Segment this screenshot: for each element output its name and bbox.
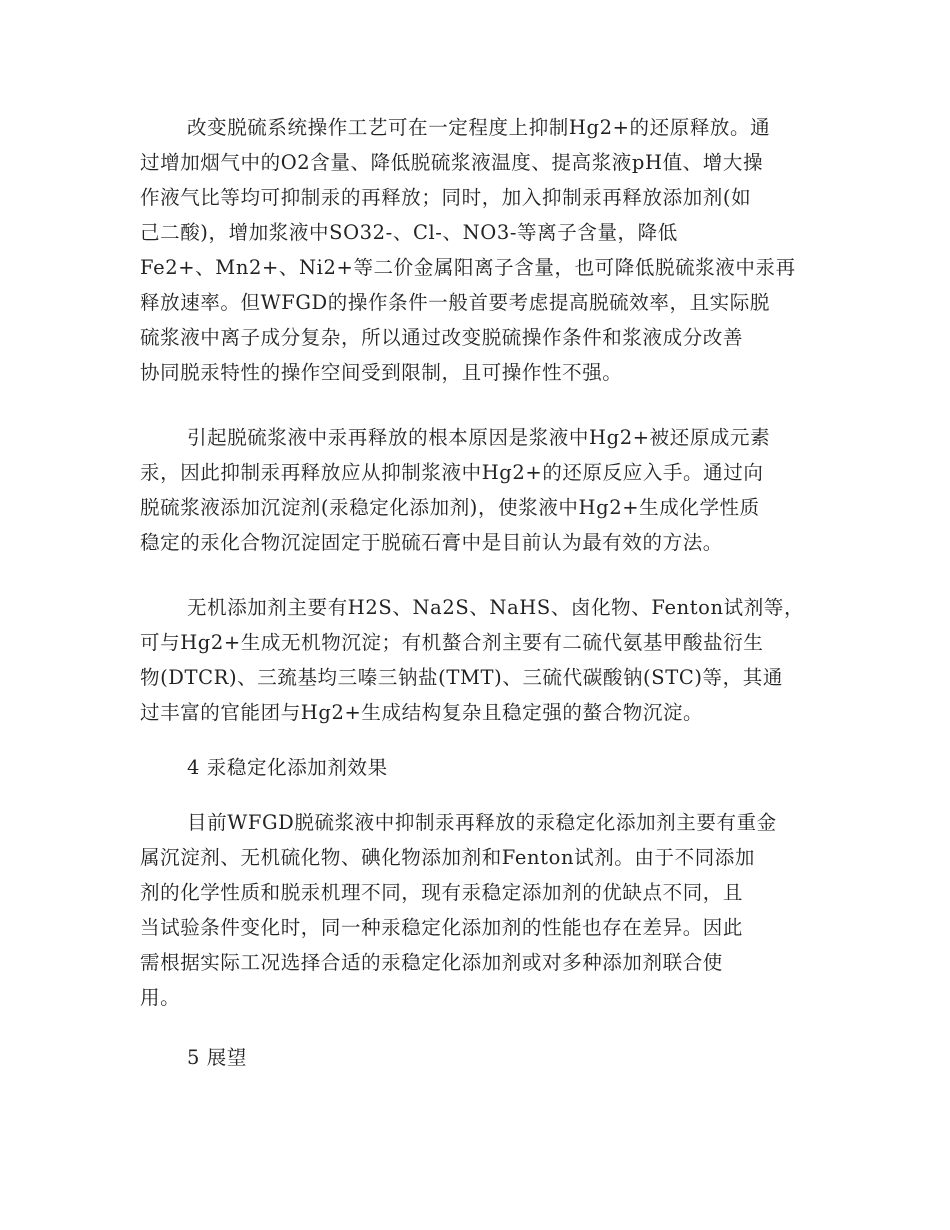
text-line: 协同脱汞特性的操作空间受到限制，且可操作性不强。	[140, 361, 623, 384]
text-line: 当试验条件变化时，同一种汞稳定化添加剂的性能也存在差异。因此	[140, 916, 744, 939]
section-heading-4: 4 汞稳定化添加剂效果	[187, 756, 388, 779]
text-line: 脱硫浆液添加沉淀剂(汞稳定化添加剂)，使浆液中Hg2+生成化学性质	[140, 496, 760, 519]
text-line: 释放速率。但WFGD的操作条件一般首要考虑提高脱硫效率，且实际脱	[140, 291, 770, 314]
text-line: 属沉淀剂、无机硫化物、碘化物添加剂和Fenton试剂。由于不同添加	[140, 846, 755, 869]
text-line: Fe2+、Mn2+、Ni2+等二价金属阳离子含量，也可降低脱硫浆液中汞再	[140, 256, 796, 279]
text-line: 需根据实际工况选择合适的汞稳定化添加剂或对多种添加剂联合使	[140, 951, 723, 974]
text-line: 过增加烟气中的O2含量、降低脱硫浆液温度、提高浆液pH值、增大操	[140, 151, 764, 174]
text-line: 剂的化学性质和脱汞机理不同，现有汞稳定添加剂的优缺点不同，且	[140, 881, 744, 904]
text-line: 无机添加剂主要有H2S、Na2S、NaHS、卤化物、Fenton试剂等，	[187, 596, 805, 619]
text-line: 改变脱硫系统操作工艺可在一定程度上抑制Hg2+的还原释放。通	[187, 116, 771, 139]
text-line: 硫浆液中离子成分复杂，所以通过改变脱硫操作条件和浆液成分改善	[140, 326, 744, 349]
text-line: 引起脱硫浆液中汞再释放的根本原因是浆液中Hg2+被还原成元素	[187, 426, 771, 449]
text-line: 用。	[140, 986, 181, 1009]
text-line: 稳定的汞化合物沉淀固定于脱硫石膏中是目前认为最有效的方法。	[140, 531, 723, 554]
section-heading-5: 5 展望	[187, 1046, 248, 1069]
text-line: 物(DTCR)、三巯基均三嗪三钠盐(TMT)、三硫代碳酸钠(STC)等，其通	[140, 666, 783, 689]
text-line: 汞，因此抑制汞再释放应从抑制浆液中Hg2+的还原反应入手。通过向	[140, 461, 764, 484]
text-line: 过丰富的官能团与Hg2+生成结构复杂且稳定强的螯合物沉淀。	[140, 701, 704, 724]
text-line: 己二酸)，增加浆液中SO32-、Cl-、NO3-等离子含量，降低	[140, 221, 678, 244]
text-line: 目前WFGD脱硫浆液中抑制汞再释放的汞稳定化添加剂主要有重金	[187, 811, 777, 834]
text-line: 可与Hg2+生成无机物沉淀；有机螯合剂主要有二硫代氨基甲酸盐衍生	[140, 631, 764, 654]
text-line: 作液气比等均可抑制汞的再释放；同时，加入抑制汞再释放添加剂(如	[140, 186, 752, 209]
